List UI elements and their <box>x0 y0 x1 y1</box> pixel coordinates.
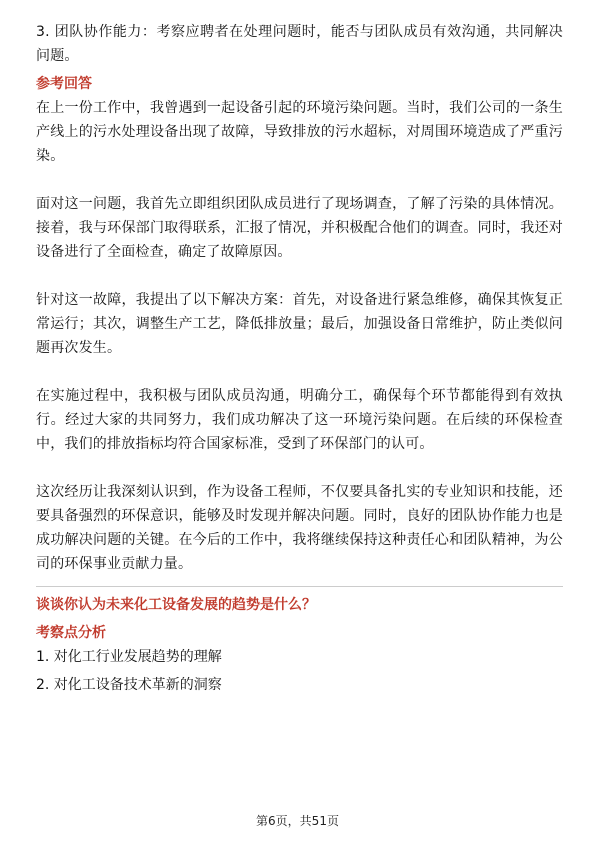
analysis-heading: 考察点分析 <box>36 625 106 641</box>
answer-paragraph: 针对这一故障，我提出了以下解决方案：首先，对设备进行紧急维修，确保其恢复正常运行；其次，调整生产工艺，降低排放量；最后，加强设备日常维护，防止类似问题再次发生。 <box>36 292 563 356</box>
answer-paragraph: 在上一份工作中，我曾遇到一起设备引起的环境污染问题。当时，我们公司的一条生产线上的污水处理设备出现了故障，导致排放的污水超标，对周围环境造成了严重污染。 <box>36 100 563 164</box>
analysis-point: 1. 对化工行业发展趋势的理解 <box>36 649 222 665</box>
assessment-point-3: 3. 团队协作能力：考察应聘者在处理问题时，能否与团队成员有效沟通，共同解决问题。 <box>36 24 563 64</box>
page-number: 第6页，共51页 <box>256 814 339 828</box>
answer-paragraph: 这次经历让我深刻认识到，作为设备工程师，不仅要具备扎实的专业知识和技能，还要具备强烈的环保意识，能够及时发现并解决问题。同时，良好的团队协作能力也是成功解决问题的关键。在今后的工作中，我将继续保持这种责任心和团队精神，为公司的环保事业贡献力量。 <box>36 484 563 572</box>
answer-paragraph: 在实施过程中，我积极与团队成员沟通，明确分工，确保每个环节都能得到有效执行。经过大家的共同努力，我们成功解决了这一环境污染问题。在后续的环保检查中，我们的排放指标均符合国家标准，受到了环保部门的认可。 <box>36 388 563 452</box>
question-title: 谈谈你认为未来化工设备发展的趋势是什么？ <box>36 597 316 613</box>
section-divider <box>36 586 563 587</box>
reference-answer-heading: 参考回答 <box>36 76 92 92</box>
analysis-point: 2. 对化工设备技术革新的洞察 <box>36 677 222 693</box>
answer-paragraph: 面对这一问题，我首先立即组织团队成员进行了现场调查，了解了污染的具体情况。接着，我与环保部门取得联系，汇报了情况，并积极配合他们的调查。同时，我还对设备进行了全面检查，确定了故障原因。 <box>36 196 563 260</box>
document-page <box>36 20 563 701</box>
